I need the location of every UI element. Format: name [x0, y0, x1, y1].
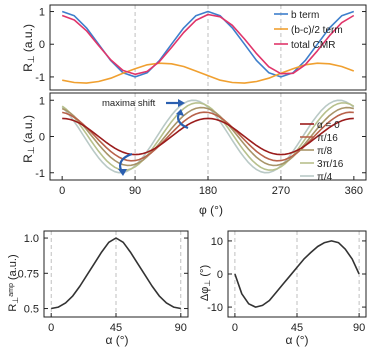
legend-label-1: π/16	[317, 133, 338, 144]
y-tick-label-0: 0.5	[23, 303, 39, 316]
x-tick-label-2: 90	[352, 322, 366, 334]
top-ylabel-main: R	[21, 63, 35, 72]
x-tick-label-3: 270	[271, 185, 291, 197]
y-tick-label-2: 1	[38, 95, 45, 108]
bottom-left-ylabel-sup: amp	[8, 283, 16, 297]
bottom-right-ylabel-main: Δφ	[199, 286, 211, 302]
y-tick-label-0: -1	[35, 71, 45, 84]
x-tick-label-1: 90	[128, 185, 142, 197]
x-tick-label-0: 0	[231, 322, 238, 334]
y-tick-label-2: 1.0	[23, 233, 39, 246]
middle-ylabel-sub: ⊥	[26, 146, 37, 155]
y-tick-label-1: 0	[216, 269, 223, 281]
legend-label-0: α = 0	[317, 120, 340, 131]
bottom-right-ylabel-sub: ⊥	[203, 279, 212, 287]
bottom-left-ylabel-main: R	[7, 303, 19, 312]
x-tick-label-2: 180	[198, 185, 218, 197]
panel-bottom-right-plot	[207, 231, 366, 334]
x-tick-label-0: 0	[48, 322, 55, 334]
legend-label-1: (b-c)/2 term	[291, 25, 343, 36]
x-tick-label-1: 45	[290, 322, 304, 334]
middle-ylabel-main: R	[21, 154, 35, 163]
bottom-left-ylabel	[7, 254, 20, 311]
x-tick-label-2: 90	[174, 322, 187, 334]
x-tick-label-4: 360	[344, 185, 364, 197]
top-ylabel-sub: ⊥	[26, 55, 37, 64]
series-line-1	[62, 63, 354, 83]
middle-ylabel-unit: (a.u.)	[21, 115, 35, 147]
middle-ylabel	[21, 115, 36, 163]
y-tick-label-0: -1	[35, 167, 45, 180]
y-tick-label-1: 0	[38, 39, 45, 52]
panel-bottom-left-plot	[18, 231, 188, 334]
y-tick-label-2: 1	[38, 6, 45, 19]
bottom-left-ylabel-unit: (a.u.)	[7, 254, 19, 284]
x-tick-label-1: 45	[109, 322, 123, 334]
legend-label-3: 3π/16	[317, 159, 344, 170]
middle-xlabel: φ (°)	[199, 203, 223, 217]
bottom-left-xlabel: α (°)	[105, 333, 129, 347]
bottom-left-ylabel-sub: ⊥	[11, 296, 20, 304]
top-ylabel-unit: (a.u.)	[21, 24, 35, 56]
annotation-maxima-shift: maxima shift	[102, 98, 156, 109]
y-tick-label-2: 10	[210, 235, 223, 248]
legend-label-4: π/4	[317, 172, 333, 183]
bottom-right-ylabel	[199, 265, 212, 301]
y-tick-label-1: 0.75	[17, 268, 39, 281]
top-ylabel	[21, 24, 36, 72]
bottom-right-xlabel: α (°)	[285, 333, 309, 347]
y-tick-label-0: -10	[207, 302, 223, 315]
x-tick-label-0: 0	[59, 185, 66, 197]
panel-top-plot	[35, 5, 366, 90]
y-tick-label-1: 0	[38, 131, 45, 144]
bottom-right-ylabel-unit: (°)	[199, 264, 211, 280]
legend-label-2: total CMR	[291, 40, 336, 51]
legend-label-2: π/8	[317, 146, 333, 157]
legend-label-0: b term	[291, 10, 320, 21]
panel-middle-plot	[35, 93, 366, 197]
